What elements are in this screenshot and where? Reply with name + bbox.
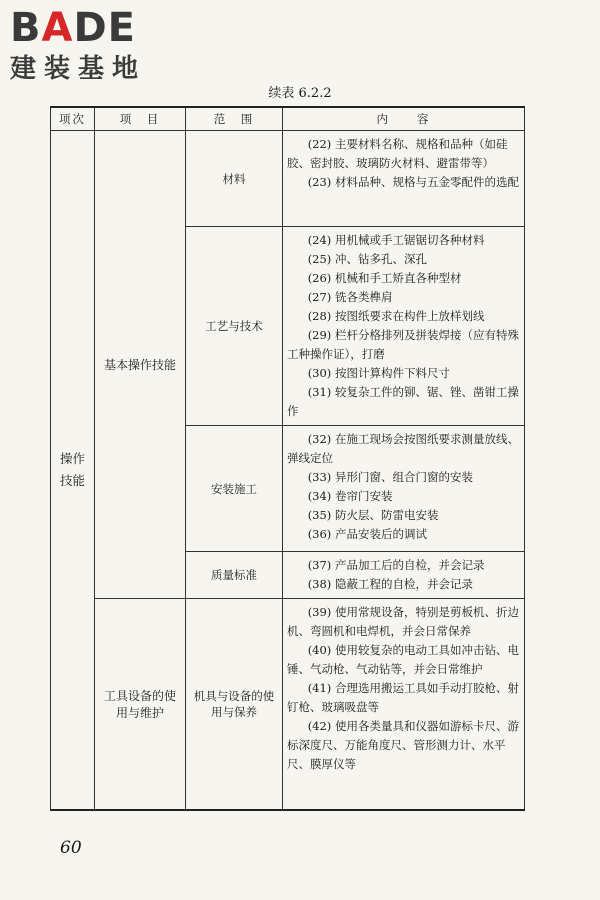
- content-entry: (42) 使用各类量具和仪器如游标卡尺、游标深度尺、万能角度尺、管形测力计、水平尺、膜厚仪等: [287, 719, 519, 771]
- page-number: 60: [60, 838, 82, 858]
- content-installation: [283, 426, 525, 552]
- content-entry: (39) 使用常规设备，特别是剪板机、折边机、弯圆机和电焊机，并会日常保养: [287, 605, 519, 638]
- content-entry: (31) 较复杂工件的铆、锯、锉、凿钳工操作: [287, 385, 519, 418]
- table-row: [51, 599, 525, 811]
- table-body: [51, 131, 525, 811]
- skills-table: [50, 106, 525, 811]
- content-entry: (22) 主要材料名称、规格和品种（如硅胶、密封胶、玻璃防火材料、避雷带等）: [287, 137, 508, 170]
- logo-wordmark: BADE: [10, 5, 136, 51]
- content-entry: (26) 机械和手工矫直各种型材: [307, 271, 462, 285]
- header-item: 项 目: [95, 107, 186, 131]
- logo: [10, 6, 180, 86]
- content-equipment: [283, 599, 525, 811]
- content-entry: (37) 产品加工后的自检，并会记录: [307, 558, 485, 572]
- range-installation: 安装施工: [186, 426, 283, 552]
- content-entry: (24) 用机械或手工锯锯切各种材料: [307, 233, 485, 247]
- content-materials: [283, 131, 525, 227]
- content-entry: (23) 材料品种、规格与五金零配件的选配: [307, 175, 519, 189]
- content-entry: (32) 在施工现场会按图纸要求测量放线、弹线定位: [287, 432, 519, 465]
- table-caption: 续表 6.2.2: [268, 86, 332, 101]
- header-range: 范 围: [186, 107, 283, 131]
- header-index: 项次: [51, 107, 95, 131]
- table-header-row: [51, 107, 525, 131]
- range-equipment: 机具与设备的使用与保养: [186, 599, 283, 811]
- content-entry: (27) 铣各类榫肩: [307, 290, 393, 304]
- category-cell: 操作技能: [51, 131, 95, 811]
- content-entry: (35) 防火层、防雷电安装: [307, 508, 439, 522]
- content-entry: (36) 产品安装后的调试: [307, 527, 427, 541]
- item-tools: 工具设备的使用与维护: [95, 599, 186, 811]
- range-materials: 材料: [186, 131, 283, 227]
- content-entry: (34) 卷帘门安装: [307, 489, 393, 503]
- table-row: [51, 131, 525, 227]
- content-entry: (30) 按图计算构件下料尺寸: [307, 366, 450, 380]
- content-entry: (40) 使用较复杂的电动工具如冲击钻、电锤、气动枪、气动钻等，并会日常维护: [287, 643, 519, 676]
- content-entry: (41) 合理选用搬运工具如手动打胶枪、射钉枪、玻璃吸盘等: [287, 681, 519, 714]
- content-entry: (28) 按图纸要求在构件上放样划线: [307, 309, 485, 323]
- header-content: 内 容: [283, 107, 525, 131]
- content-entry: (33) 异形门窗、组合门窗的安装: [307, 470, 473, 484]
- logo-subtitle: 建装基地: [10, 54, 147, 84]
- content-entry: (38) 隐蔽工程的自检，并会记录: [307, 577, 473, 591]
- content-entry: (25) 冲、钻多孔、深孔: [307, 252, 427, 266]
- content-process: [283, 227, 525, 426]
- content-quality: [283, 552, 525, 599]
- content-entry: (29) 栏杆分格排列及拼装焊接（应有特殊工种操作证），打磨: [287, 328, 519, 361]
- item-basic-skills: 基本操作技能: [95, 131, 186, 599]
- range-process: 工艺与技术: [186, 227, 283, 426]
- range-quality: 质量标准: [186, 552, 283, 599]
